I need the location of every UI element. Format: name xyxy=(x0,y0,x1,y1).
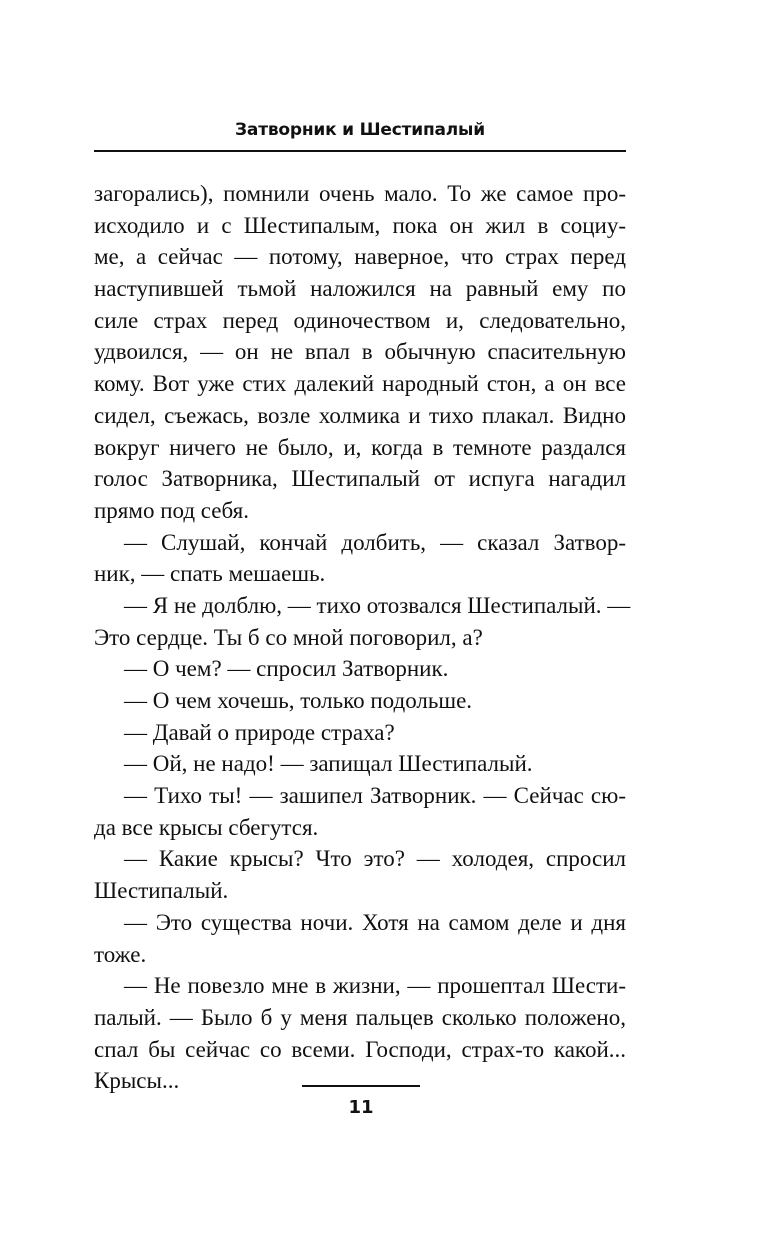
text-line: кому. Вот уже стих далекий народный стон, а он все xyxy=(94,371,626,397)
text-line: да все крысы сбегутся. xyxy=(94,814,319,840)
text-line: загорались), помнили очень мало. То же самое про- xyxy=(94,181,626,206)
text-line: прямо под себя. xyxy=(94,497,249,523)
text-line: — Слушай, кончай долбить, — сказал Затвор- xyxy=(124,529,626,555)
text-line: — О чем хочешь, только подольше. xyxy=(124,688,473,713)
body-text xyxy=(94,178,631,1097)
text-line: силе страх перед одиночеством и, следовательно, xyxy=(94,307,626,333)
text-line: Шестипалый. xyxy=(94,878,229,904)
text-line: — Тихо ты! — зашипел Затворник. — Сейчас сю- xyxy=(124,783,626,809)
text-line: вокруг ничего не было, и, когда в темноте раздался xyxy=(94,434,626,460)
text-line: палый. — Было б у меня пальцев сколько положено, xyxy=(94,1004,626,1030)
text-line: голос Затворника, Шестипалый от испуга нагадил xyxy=(94,466,626,492)
text-line: — Я не долблю, — тихо отозвался Шестипалый. — xyxy=(124,592,631,618)
text-line: — Ой, не надо! — запищал Шестипалый. xyxy=(124,751,533,777)
header-rule xyxy=(94,150,626,152)
running-head: Затворник и Шестипалый xyxy=(235,120,485,140)
text-line: — Давай о природе страха? xyxy=(124,719,395,745)
text-line: исходило и с Шестипалым, пока он жил в социу- xyxy=(94,212,626,238)
text-line: Крысы... xyxy=(94,1068,180,1094)
text-line: сидел, съежась, возле холмика и тихо плакал. Видно xyxy=(94,402,626,428)
page-number: 11 xyxy=(348,1097,374,1118)
text-line: — Не повезло мне в жизни, — прошептал Шести- xyxy=(124,973,626,999)
text-line: ме, а сейчас — потому, наверное, что страх перед xyxy=(94,244,626,270)
text-line: — Какие крысы? Что это? — холодея, спросил xyxy=(124,846,626,872)
text-line: Это сердце. Ты б со мной поговорил, а? xyxy=(94,624,483,650)
footer-rule xyxy=(302,1085,420,1087)
text-line: ник, — спать мешаешь. xyxy=(94,561,326,587)
text-line: спал бы сейчас со всеми. Господи, страх-то какой... xyxy=(94,1036,626,1062)
text-line: тоже. xyxy=(94,941,147,967)
text-line: — Это существа ночи. Хотя на самом деле и дня xyxy=(124,909,626,935)
text-line: наступившей тьмой наложился на равный ему по xyxy=(94,276,626,302)
text-line: удвоился, — он не впал в обычную спасительную xyxy=(94,339,626,365)
text-line: — О чем? — спросил Затворник. xyxy=(124,656,449,682)
